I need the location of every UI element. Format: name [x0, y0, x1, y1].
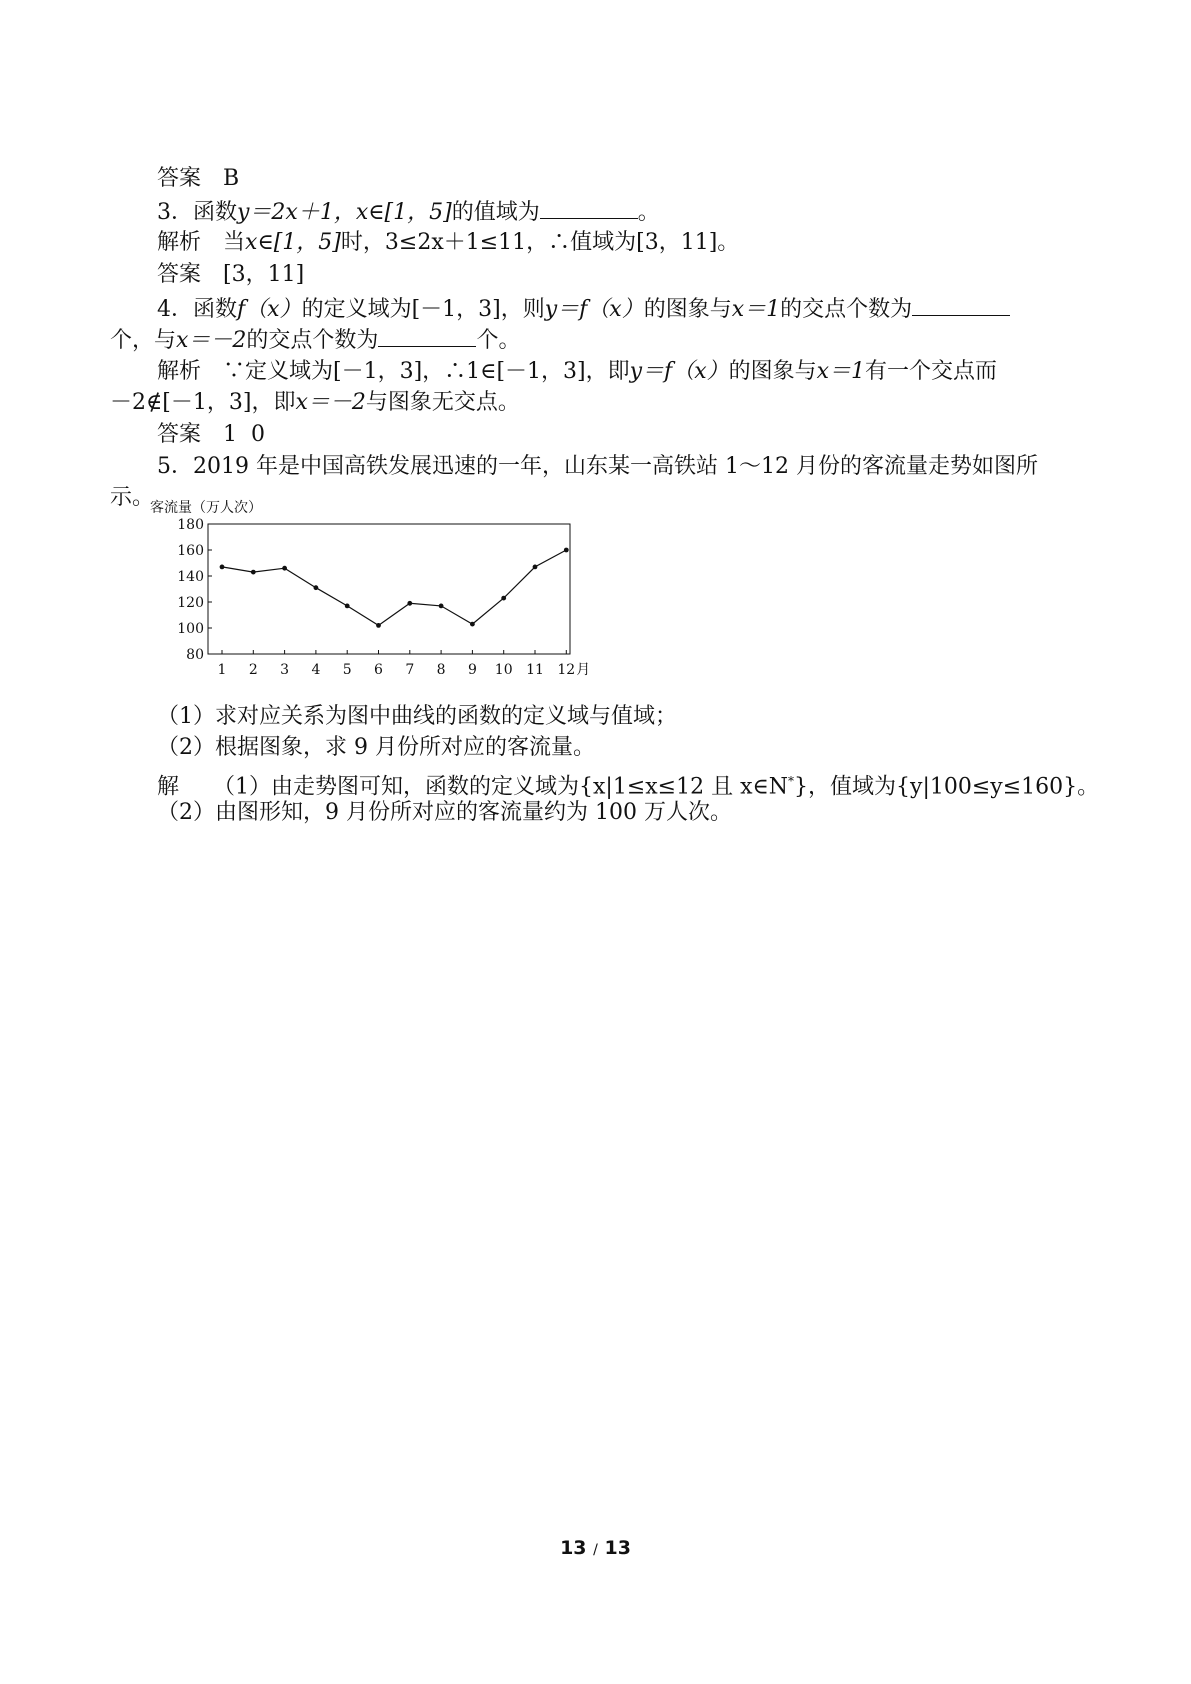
q4-yfx: y＝f（x）	[544, 297, 644, 322]
x-tick-label: 8	[436, 662, 446, 678]
question-3	[157, 196, 660, 228]
q4-text-a: 4．函数	[157, 297, 237, 322]
answer-label: 答案	[157, 422, 202, 447]
page-total: 13	[604, 1537, 631, 1559]
y-tick-label: 180	[177, 517, 204, 533]
solution-label: 解析	[157, 230, 202, 255]
x-tick-label: 9	[467, 662, 477, 678]
question-5-line1	[157, 452, 1038, 482]
x-tick-label: 7	[405, 662, 415, 678]
data-point	[314, 585, 319, 590]
sub1-text: （1）求对应关系为图中曲线的函数的定义域与值域；	[157, 704, 677, 729]
answer-2	[157, 164, 239, 194]
q3-expression: y＝2x＋1，x∈[1，5]	[237, 200, 452, 225]
data-point	[533, 565, 538, 570]
q4-line2-b: 的交点个数为	[246, 328, 379, 353]
sol4-xm2: x＝－2	[295, 390, 366, 415]
q4-blank-1	[912, 293, 1010, 316]
q4-text-d: 的交点个数为	[780, 297, 913, 322]
x-tick-label: 6	[374, 662, 383, 678]
y-tick-label: 80	[186, 647, 204, 663]
solution-4-line2	[110, 388, 520, 418]
data-point	[251, 570, 256, 575]
q4-text-c: 的图象与	[643, 297, 732, 322]
solution-5-line2	[157, 798, 732, 828]
x-tick-label: 3	[280, 662, 290, 678]
q3-stop: 。	[637, 200, 660, 225]
page-number: 13	[560, 1537, 587, 1559]
sol5-line2: （2）由图形知，9 月份所对应的客流量约为 100 万人次。	[157, 800, 732, 825]
question-4-line2	[110, 324, 520, 356]
data-point	[501, 596, 506, 601]
sol3-expression: x∈[1，5]	[245, 230, 341, 255]
chart-ylabel: 客流量（万人次）	[150, 500, 262, 516]
q3-suffix: 的值域为	[451, 200, 540, 225]
solution-label: 解析	[157, 359, 202, 384]
passenger-flow-chart	[150, 498, 600, 688]
answer-label: 答案	[157, 262, 202, 287]
data-point	[564, 548, 569, 553]
page-footer	[0, 1537, 1191, 1559]
q3-blank	[540, 196, 638, 219]
y-tick-label: 160	[177, 543, 204, 559]
q4-text-b: 的定义域为[－1，3]，则	[301, 297, 545, 322]
data-point	[407, 601, 412, 606]
sol4-line2-a: －2∉[－1，3]，即	[110, 390, 296, 415]
q5-text-2: 示。	[110, 485, 155, 510]
x-unit-label: 月	[576, 662, 591, 678]
sol4-yfx: y＝f（x）	[629, 359, 729, 384]
answer-value: B	[223, 166, 240, 191]
x-tick-label: 11	[526, 662, 544, 678]
chart-plot-area	[177, 517, 590, 678]
sol3-text: 当	[223, 230, 246, 255]
answer-4	[157, 420, 265, 450]
x-tick-label: 12	[557, 662, 576, 678]
data-point	[282, 566, 287, 571]
solution-label: 解	[157, 774, 180, 800]
x-tick-label: 2	[248, 662, 258, 678]
series-line	[222, 550, 566, 625]
sol5-sup: *	[788, 774, 795, 788]
solution-3	[157, 228, 739, 258]
solution-4-line1	[157, 357, 997, 387]
sol3-rest: 时，3≤2x＋1≤11，∴值域为[3，11]。	[340, 230, 740, 255]
x-tick-label: 4	[311, 662, 321, 678]
sol4-x1: x＝1	[816, 359, 866, 384]
answer-label: 答案	[157, 166, 202, 191]
answer-value: [3，11]	[223, 262, 305, 287]
chart-frame	[208, 524, 570, 654]
x-tick-label: 5	[342, 662, 352, 678]
sol4-line2-b: 与图象无交点。	[365, 390, 520, 415]
data-point	[439, 604, 444, 609]
x-tick-label: 1	[217, 662, 227, 678]
q4-xm2: x＝－2	[176, 328, 247, 353]
y-tick-label: 140	[177, 569, 204, 585]
sol5-b: }，值域为{y|100≤y≤160}。	[794, 774, 1100, 800]
sol4-a: ∵定义域为[－1，3]，∴1∈[－1，3]，即	[223, 359, 630, 384]
sub-question-1	[157, 702, 677, 732]
question-5-line2	[110, 483, 154, 513]
sol4-c: 有一个交点而	[865, 359, 998, 384]
sol5-a: （1）由走势图可知，函数的定义域为{x|1≤x≤12 且 x∈N	[213, 774, 789, 800]
q4-line2-c: 个。	[476, 328, 521, 353]
data-point	[345, 604, 350, 609]
data-point	[470, 622, 475, 627]
page-separator: /	[593, 1542, 598, 1558]
q4-blank-2	[378, 324, 476, 347]
x-tick-label: 10	[494, 662, 513, 678]
y-tick-label: 100	[177, 621, 204, 637]
sol4-b: 的图象与	[728, 359, 817, 384]
y-tick-label: 120	[177, 595, 204, 611]
sub2-text: （2）根据图象，求 9 月份所对应的客流量。	[157, 735, 595, 760]
data-point	[376, 623, 381, 628]
q4-fx: f（x）	[237, 297, 302, 322]
sub-question-2	[157, 733, 595, 763]
data-point	[220, 565, 225, 570]
q5-text: 5．2019 年是中国高铁发展迅速的一年，山东某一高铁站 1～12 月份的客流量走势如图所	[157, 454, 1038, 479]
q4-x1: x＝1	[731, 297, 781, 322]
question-4-line1	[157, 293, 1010, 325]
q4-line2-a: 个，与	[110, 328, 177, 353]
q3-prefix: 3．函数	[157, 200, 237, 225]
solution-5-line1	[157, 766, 1099, 802]
answer-3	[157, 260, 304, 290]
answer-value: 1 0	[223, 422, 265, 447]
